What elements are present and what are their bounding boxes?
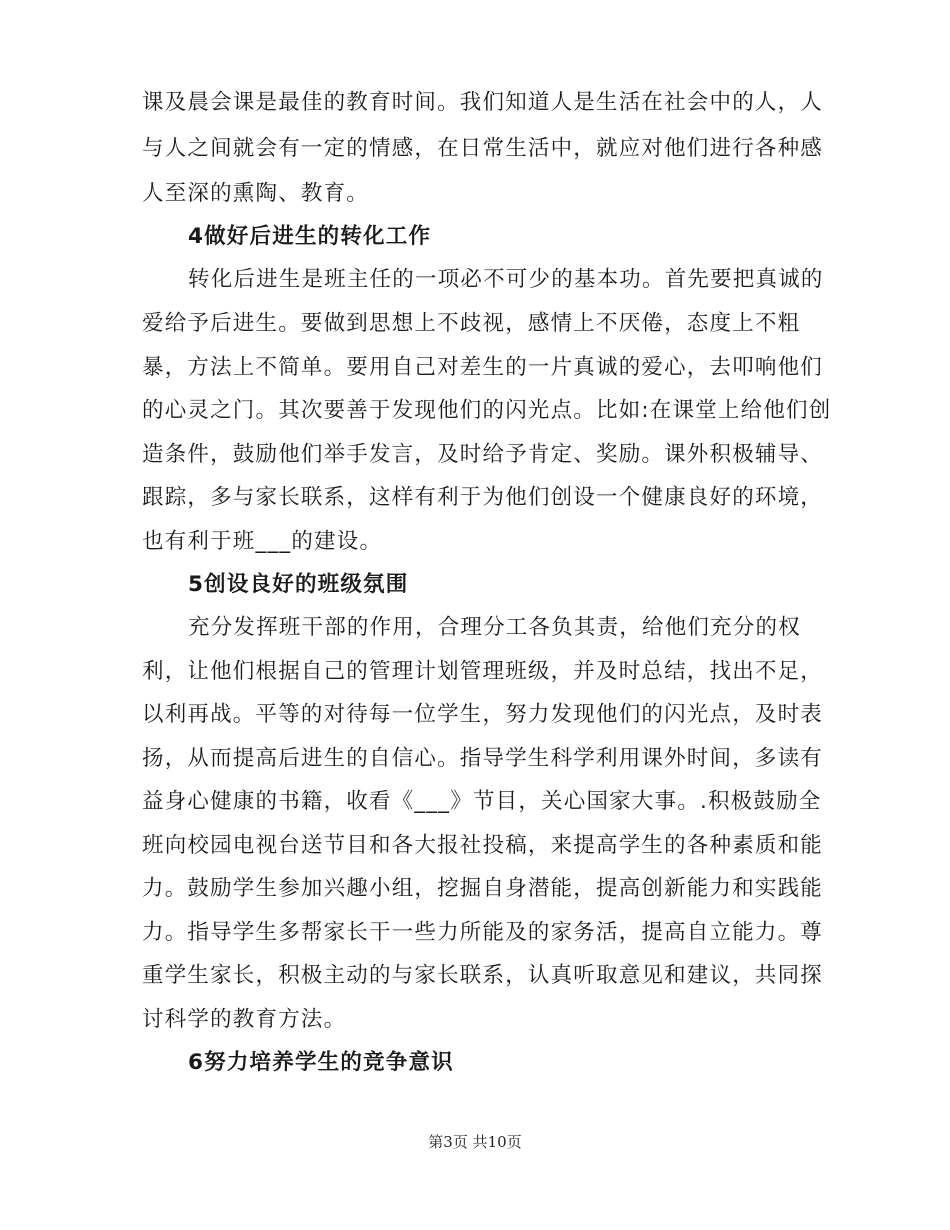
paragraph-line: 利，让他们根据自己的管理计划管理班级，并及时总结，找出不足， [142, 659, 824, 684]
paragraph-line: 力。指导学生多帮家长干一些力所能及的家务活，提高自立能力。尊 [142, 920, 824, 945]
section-heading-5: 5创设良好的班级氛围 [188, 572, 409, 597]
paragraph-line: 益身心健康的书籍，收看《___》节目，关心国家大事。.积极鼓励全 [142, 789, 822, 814]
paragraph-line: 爱给予后进生。要做到思想上不歧视，感情上不厌倦，态度上不粗 [142, 311, 801, 336]
paragraph-line: 也有利于班___的建设。 [142, 529, 383, 554]
paragraph-line: 讨科学的教育方法。 [142, 1007, 347, 1032]
paragraph-line: 扬，从而提高后进生的自信心。指导学生科学利用课外时间，多读有 [142, 746, 824, 771]
paragraph-line: 班向校园电视台送节目和各大报社投稿，来提高学生的各种素质和能 [142, 833, 824, 858]
paragraph-line: 充分发挥班干部的作用，合理分工各负其责，给他们充分的权 [188, 615, 801, 640]
paragraph-line: 与人之间就会有一定的情感，在日常生活中，就应对他们进行各种感 [142, 136, 824, 161]
paragraph-line: 人至深的熏陶、教育。 [142, 181, 370, 206]
paragraph-line: 以利再战。平等的对待每一位学生，努力发现他们的闪光点，及时表 [142, 702, 824, 727]
paragraph-line: 跟踪，多与家长联系，这样有利于为他们创设一个健康良好的环境， [142, 485, 824, 510]
paragraph-line: 造条件，鼓励他们举手发言，及时给予肯定、奖励。课外积极辅导、 [142, 442, 824, 467]
section-heading-6: 6努力培养学生的竞争意识 [188, 1050, 454, 1075]
paragraph-line: 转化后进生是班主任的一项必不可少的基本功。首先要把真诚的 [188, 267, 824, 292]
paragraph-line: 重学生家长，积极主动的与家长联系，认真听取意见和建议，共同探 [142, 963, 824, 988]
paragraph-line: 暴，方法上不简单。要用自己对差生的一片真诚的爱心，去叩响他们 [142, 355, 824, 380]
page-number-footer: 第3页 共10页 [428, 1133, 522, 1151]
paragraph-line: 的心灵之门。其次要善于发现他们的闪光点。比如:在课堂上给他们创 [142, 398, 832, 423]
section-heading-4: 4做好后进生的转化工作 [188, 224, 432, 249]
paragraph-line: 力。鼓励学生参加兴趣小组，挖掘自身潜能，提高创新能力和实践能 [142, 876, 824, 901]
paragraph-line: 课及晨会课是最佳的教育时间。我们知道人是生活在社会中的人，人 [142, 90, 824, 115]
